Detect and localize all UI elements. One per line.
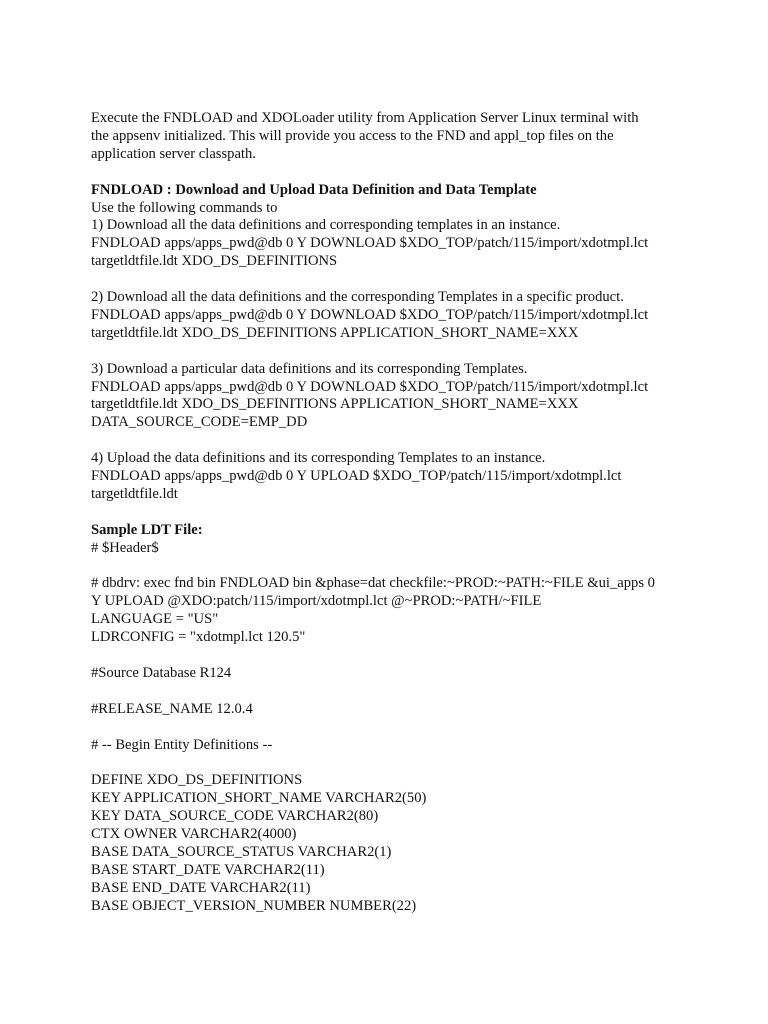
text-line: LDRCONFIG = "xdotmpl.lct 120.5" — [91, 629, 306, 646]
document-body — [91, 110, 691, 916]
text-line: targetldtfile.ldt XDO_DS_DEFINITIONS APPLICATION_SHORT_NAME=XXX — [91, 396, 579, 413]
text-line: 3) Download a particular data definitions and its corresponding Templates. — [91, 360, 528, 377]
text-line: FNDLOAD apps/apps_pwd@db 0 Y DOWNLOAD $XDO_TOP/patch/115/import/xdotmpl.lct — [91, 235, 649, 252]
blank-line — [91, 719, 691, 737]
text-line: targetldtfile.ldt XDO_DS_DEFINITIONS APPLICATION_SHORT_NAME=XXX — [91, 324, 579, 341]
text-line: 4) Upload the data definitions and its corresponding Templates to an instance. — [91, 450, 546, 467]
text-line: 2) Download all the data definitions and the corresponding Templates in a specific product. — [91, 289, 624, 306]
section-heading: FNDLOAD : Download and Upload Data Definition and Data Template — [91, 181, 537, 198]
text-line: the appsenv initialized. This will provide you access to the FND and appl_top files on the — [91, 127, 614, 144]
section-heading: Sample LDT File: — [91, 521, 203, 538]
text-line: #RELEASE_NAME 12.0.4 — [91, 700, 253, 717]
text-line: 1) Download all the data definitions and corresponding templates in an instance. — [91, 217, 561, 234]
text-line: BASE START_DATE VARCHAR2(11) — [91, 861, 325, 878]
text-line: FNDLOAD apps/apps_pwd@db 0 Y DOWNLOAD $XDO_TOP/patch/115/import/xdotmpl.lct — [91, 306, 649, 323]
text-line: Y UPLOAD @XDO:patch/115/import/xdotmpl.lct @~PROD:~PATH/~FILE — [91, 593, 542, 610]
text-line: LANGUAGE = "US" — [91, 611, 219, 628]
blank-line — [91, 343, 691, 361]
blank-line — [91, 271, 691, 289]
text-line: KEY DATA_SOURCE_CODE VARCHAR2(80) — [91, 808, 379, 825]
text-line: KEY APPLICATION_SHORT_NAME VARCHAR2(50) — [91, 790, 427, 807]
text-line: FNDLOAD apps/apps_pwd@db 0 Y DOWNLOAD $XDO_TOP/patch/115/import/xdotmpl.lct — [91, 378, 649, 395]
text-line: # $Header$ — [91, 539, 159, 556]
blank-line — [91, 504, 691, 522]
blank-line — [91, 558, 691, 576]
text-line: CTX OWNER VARCHAR2(4000) — [91, 826, 297, 843]
text-line: # dbdrv: exec fnd bin FNDLOAD bin &phase=dat checkfile:~PROD:~PATH:~FILE &ui_apps 0 — [91, 575, 655, 592]
text-line: BASE END_DATE VARCHAR2(11) — [91, 879, 311, 896]
text-line: BASE DATA_SOURCE_STATUS VARCHAR2(1) — [91, 844, 392, 860]
text-line: targetldtfile.ldt — [91, 485, 178, 502]
text-line: #Source Database R124 — [91, 664, 232, 681]
text-line: BASE OBJECT_VERSION_NUMBER NUMBER(22) — [91, 897, 417, 914]
blank-line — [91, 164, 691, 182]
text-line: # -- Begin Entity Definitions -- — [91, 736, 273, 753]
text-line: Use the following commands to — [91, 199, 278, 216]
text-line: DEFINE XDO_DS_DEFINITIONS — [91, 772, 303, 789]
text-line: DATA_SOURCE_CODE=EMP_DD — [91, 414, 308, 431]
text-line: FNDLOAD apps/apps_pwd@db 0 Y UPLOAD $XDO_TOP/patch/115/import/xdotmpl.lct — [91, 468, 622, 485]
blank-line — [91, 683, 691, 701]
blank-line — [91, 647, 691, 665]
blank-line — [91, 754, 691, 772]
text-line: Execute the FNDLOAD and XDOLoader utility from Application Server Linux terminal with — [91, 110, 639, 126]
text-line: targetldtfile.ldt XDO_DS_DEFINITIONS — [91, 253, 338, 270]
blank-line — [91, 432, 691, 450]
text-line: application server classpath. — [91, 145, 256, 162]
